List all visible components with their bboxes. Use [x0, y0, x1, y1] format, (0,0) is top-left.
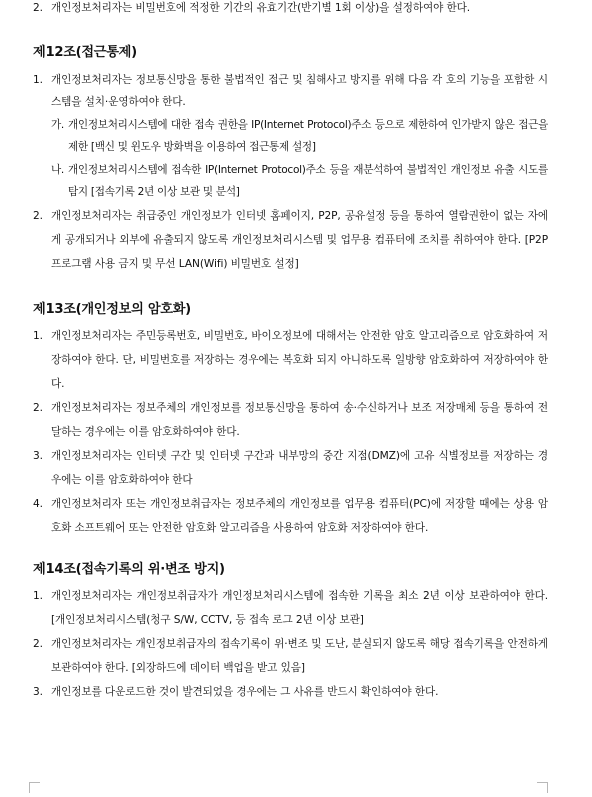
list-item — [33, 396, 548, 444]
item-text: 개인정보처리자는 정보통신망을 통한 불법적인 접근 및 침해사고 방지를 위해 다음 각 호의 기능을 포함한 시스템을 설치·운영하여야 한다. — [51, 73, 548, 108]
item-number: 1. — [33, 329, 43, 342]
section-heading: 제13조(개인정보의 암호화) — [33, 301, 191, 317]
page-corner-mark-right — [537, 782, 548, 793]
section-article-14 — [33, 560, 548, 704]
item-text: 개인정보처리자는 개인정보취급자의 접속기록이 위·변조 및 도난, 분실되지 않도록 해당 접속기록을 안전하게 보관하여야 한다. [외장하드에 데이터 백업을 받고 있음] — [51, 637, 548, 674]
sub-item-number: 가. — [51, 118, 65, 131]
section-article-12 — [33, 43, 548, 276]
list-item — [33, 204, 548, 276]
item-number: 2. — [33, 209, 43, 222]
page-corner-mark-left — [29, 782, 40, 793]
item-number: 4. — [33, 497, 43, 510]
list-item — [33, 680, 548, 704]
sub-list-item — [33, 114, 548, 159]
list-item — [33, 69, 548, 114]
item-text: 개인정보처리자는 취급중인 개인정보가 인터넷 홈페이지, P2P, 공유설정 등을 통하여 열람권한이 없는 자에게 공개되거나 외부에 유출되지 않도록 개인정보처리시스템 및 업무용 컴퓨터에 조치를 취하여야 한다. [P2P 프로그램 사용 금지 및 무선 LAN(Wifi) 비밀번호 설정] — [51, 209, 548, 270]
list-item — [33, 632, 548, 680]
intro-item — [33, 0, 548, 20]
section-article-13 — [33, 300, 548, 540]
item-text: 개인정보처리자는 개인정보취급자가 개인정보처리시스템에 접속한 기록을 최소 2년 이상 보관하여야 한다. [개인정보처리시스템(청구 S/W, CCTV, 등 접속 로그 2년 이상 보관] — [51, 589, 548, 626]
item-text: 개인정보처리자는 인터넷 구간 및 인터넷 구간과 내부망의 중간 지점(DMZ)에 고유 식별정보를 저장하는 경우에는 이를 암호화하여야 한다 — [51, 449, 548, 486]
item-number: 3. — [33, 685, 43, 698]
document-content — [33, 0, 548, 704]
list-item — [33, 584, 548, 632]
list-item — [33, 492, 548, 540]
section-heading: 제12조(접근통제) — [33, 44, 137, 60]
item-text: 개인정보처리자는 주민등록번호, 비밀번호, 바이오정보에 대해서는 안전한 암호 알고리즘으로 암호화하여 저장하여야 한다. 단, 비밀번호를 저장하는 경우에는 복호화 되지 아니하도록 일방향 암호화하여 저장하여야 한다. — [51, 329, 548, 390]
item-number: 1. — [33, 589, 43, 602]
sub-list-item — [33, 159, 548, 204]
item-text: 개인정보처리자는 비밀번호에 적정한 기간의 유효기간(반기별 1회 이상)을 설정하여야 한다. — [51, 2, 471, 14]
item-number: 2. — [33, 637, 43, 650]
list-item — [33, 444, 548, 492]
item-text: 개인정보를 다운로드한 것이 발견되었을 경우에는 그 사유를 반드시 확인하여야 한다. — [51, 685, 439, 698]
sub-item-text: 개인정보처리시스템에 대한 접속 권한을 IP(Internet Protocol)주소 등으로 제한하여 인가받지 않은 접근을 제한 [백신 및 윈도우 방화벽을 이용하여 접근통제 설정] — [68, 118, 548, 153]
item-number: 1. — [33, 73, 43, 86]
section-heading: 제14조(접속기록의 위·변조 방지) — [33, 561, 225, 577]
item-text: 개인정보처리자는 정보주체의 개인정보를 정보통신망을 통하여 송·수신하거나 보조 저장매체 등을 통하여 전달하는 경우에는 이를 암호화하여야 한다. — [51, 401, 548, 438]
item-number: 2. — [33, 401, 43, 414]
list-item — [33, 324, 548, 396]
sub-item-text: 개인정보처리시스템에 접속한 IP(Internet Protocol)주소 등을 재분석하여 불법적인 개인정보 유출 시도를 탐지 [접속기록 2년 이상 보관 및 분석] — [68, 163, 548, 198]
sub-item-number: 나. — [51, 163, 65, 176]
item-number: 2. — [33, 2, 43, 14]
item-number: 3. — [33, 449, 43, 462]
item-text: 개인정보처리자 또는 개인정보취급자는 정보주체의 개인정보를 업무용 컴퓨터(PC)에 저장할 때에는 상용 암호화 소프트웨어 또는 안전한 암호화 알고리즘을 사용하여 암호화 저장하여야 한다. — [51, 497, 548, 534]
